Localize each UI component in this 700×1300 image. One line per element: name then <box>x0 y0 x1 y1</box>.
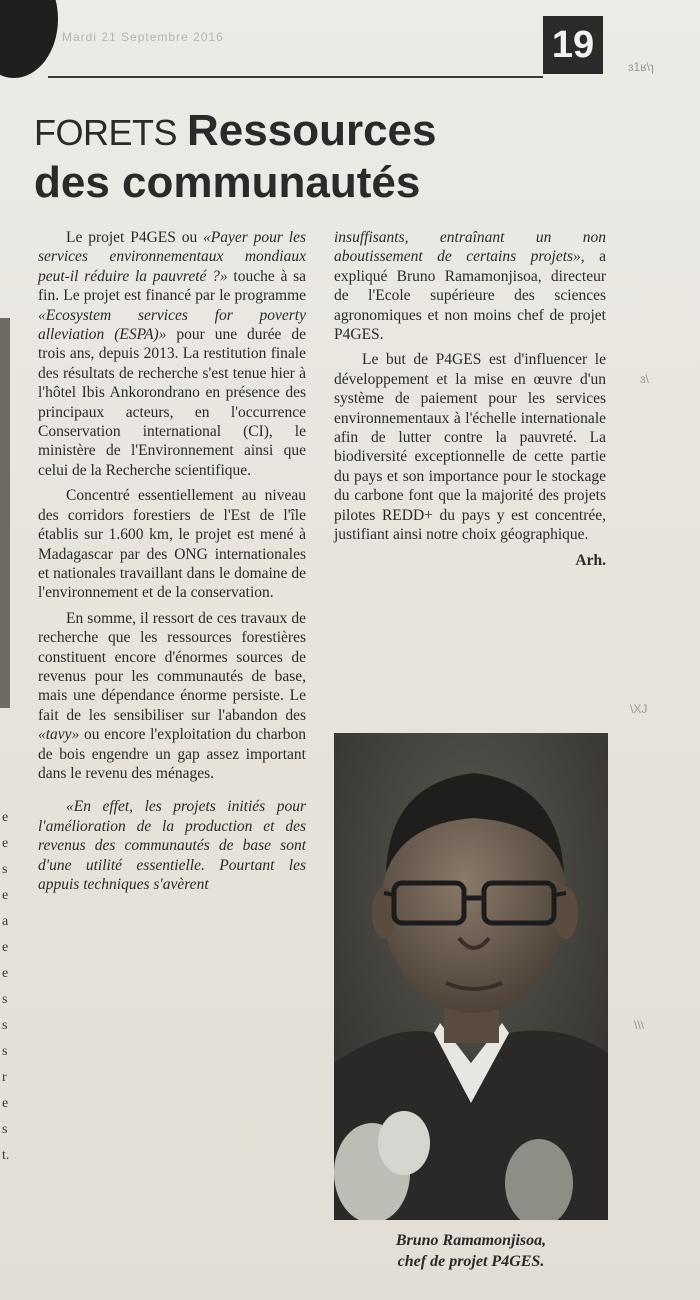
italic-segment: «tavy» <box>38 726 80 744</box>
article-column-1 <box>38 228 306 900</box>
left-column-edge-letters <box>2 805 16 1169</box>
edge-letter: s <box>2 1044 8 1059</box>
text-segment: touche à sa fin. Le projet est financé par le programme <box>38 267 306 305</box>
paragraph-2: Concentré essentiellement au niveau des corridors forestiers de l'Est de l'île établis sur 1.600 km, le projet est mené à Madagascar par des ONG internationales et nationales travaillant dans le domaine de l'environnement et de la conservation. <box>38 487 306 602</box>
photo-caption <box>334 1230 608 1272</box>
article-headline <box>34 106 594 208</box>
edge-letter: e <box>2 810 9 825</box>
portrait-illustration <box>334 733 608 1220</box>
edge-letter: t. <box>2 1148 10 1163</box>
quote-text: «En effet, les projets initiés pour l'amélioration de la production et des revenus des communautés de base sont d'une utilité essentielle. Pourtant les appuis techniques s'avèrent <box>38 798 306 893</box>
margin-note-1: ɜ1ʁ\ɿ <box>628 60 655 74</box>
edge-letter: e <box>2 940 9 955</box>
text-segment: pour une durée de trois ans, depuis 2013. La restitution finale des résultats de recherche s'est tenue hier à l'hôtel Ibis Ankorondrano en présence des principaux acteurs, en l'occurrence Conservation international (CI), le ministère de l'Environnement ainsi que celui de la Recherche scientifique. <box>38 326 306 479</box>
edge-letter: s <box>2 1018 8 1033</box>
paragraph-5 <box>334 228 606 344</box>
edge-letter: e <box>2 888 9 903</box>
edge-letter: s <box>2 1122 8 1137</box>
faint-header-text: Mardi 21 Septembre 2016 <box>62 30 224 44</box>
caption-line-2: chef de projet P4GES. <box>397 1253 545 1270</box>
italic-segment: «Ecosystem services for poverty alleviation (ESPA)» <box>38 306 306 344</box>
text-segment: , a expliqué Bruno Ramamonjisoa, directeur de l'Ecole supérieure des sciences agronomiques et non moins chef de projet P4GES. <box>334 248 606 344</box>
edge-letter: e <box>2 1096 9 1111</box>
headline-line2: des communautés <box>34 158 421 207</box>
text-segment: Le projet P4GES ou <box>66 229 204 246</box>
paragraph-6: Le but de P4GES est d'influencer le développement et la mise en œuvre d'un système de paiement pour les services environnementaux à l'échelle internationale afin de lutter contre la pauvreté. La biodiversité exceptionnelle de cette partie du pays et son importance pour le stockage du carbone font que la majorité des projets pilotes REDD+ du pays y est concentrée, justifiant ainsi notre choix géographique. <box>334 351 606 544</box>
italic-segment: insuffisants, entraînant un non aboutissement de certains projets» <box>334 229 606 266</box>
neighbor-photo-edge <box>0 318 10 708</box>
section-kicker: FORETS <box>34 112 178 153</box>
portrait-photo <box>334 733 608 1220</box>
edge-letter: e <box>2 836 9 851</box>
page-number: 19 <box>543 16 603 74</box>
edge-letter: a <box>2 914 9 929</box>
text-segment: En somme, il ressort de ces travaux de recherche que les ressources forestières constituent encore d'énormes sources de revenus pour les communautés de base, mais une dépendance énorme persiste. Le fait de les sensibiliser sur l'abandon des <box>38 609 306 724</box>
text-segment: ou encore l'exploitation du charbon de bois engendre un gap assez important dans le revenu des ménages. <box>38 726 306 782</box>
paragraph-1 <box>38 228 306 480</box>
headline-line1: Ressources <box>187 106 437 155</box>
edge-letter: s <box>2 862 8 877</box>
margin-note-2: ɜ\ <box>640 372 649 386</box>
margin-note-4: \\\ <box>634 1018 645 1032</box>
header-rule <box>48 76 543 78</box>
author-signature: Arh. <box>575 551 606 569</box>
edge-letter: r <box>2 1070 7 1085</box>
paragraph-3 <box>38 609 306 784</box>
paragraph-4 <box>38 797 306 894</box>
edge-letter: s <box>2 992 8 1007</box>
italic-segment: «Payer pour les services environnementaux mondiaux peut-il réduire la pauvreté ?» <box>38 229 306 285</box>
article-column-2 <box>334 228 606 570</box>
margin-note-3: \XJ <box>630 702 648 716</box>
caption-line-1: Bruno Ramamonjisoa, <box>395 1232 547 1249</box>
edge-letter: e <box>2 966 9 981</box>
